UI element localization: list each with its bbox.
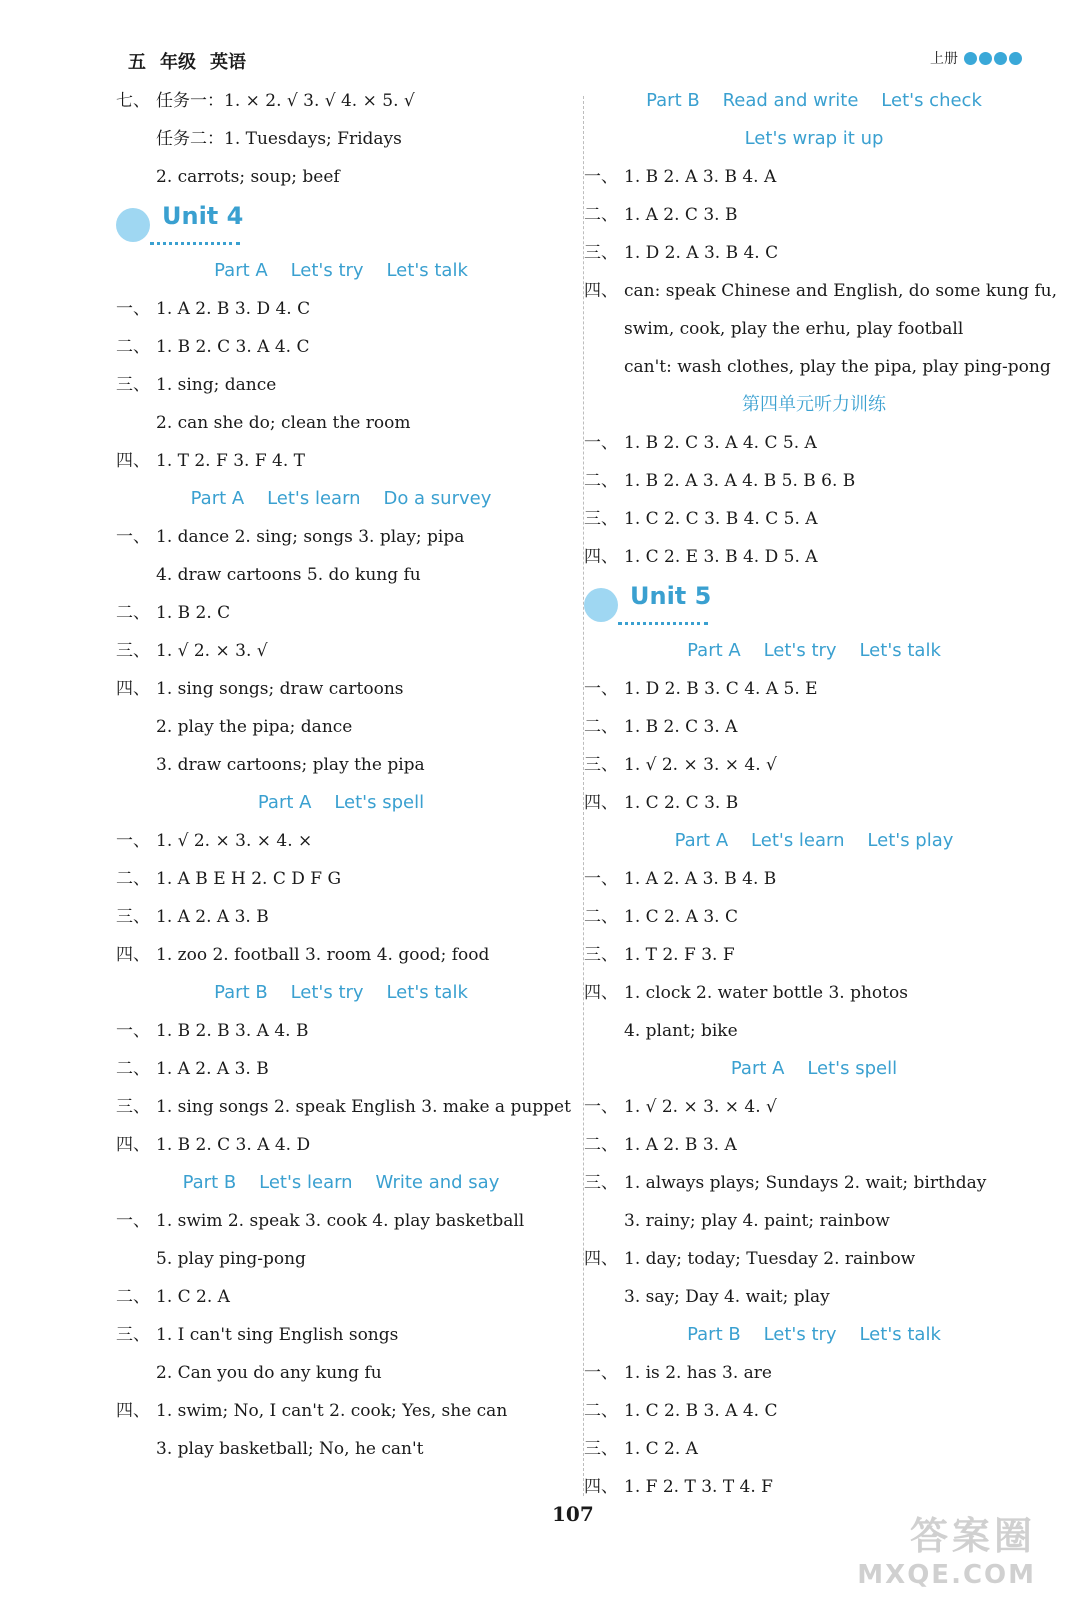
grade-label: 五: [128, 52, 146, 73]
unit-circle-icon: [584, 588, 618, 622]
unit-title: Unit 5: [630, 582, 712, 610]
answer-text: 2. Can you do any kung fu: [156, 1363, 382, 1383]
answer-line: [584, 348, 1051, 386]
question-number: 二、: [584, 717, 618, 737]
answer-text: 任务二：1. Tuesdays; Fridays: [156, 129, 402, 149]
section-heading: Part A Let's try Let's talk: [687, 640, 941, 661]
section-heading: Part B Let's learn Write and say: [182, 1172, 500, 1193]
answer-text: 1. swim 2. speak 3. cook 4. play basketball: [156, 1211, 525, 1231]
answer-line: [116, 822, 566, 860]
answer-line: [116, 328, 566, 366]
section-heading: Part A Let's spell: [257, 792, 425, 813]
answer-text: 3. rainy; play 4. paint; rainbow: [624, 1211, 890, 1231]
answer-text: 1. A 2. B 3. A: [624, 1135, 737, 1155]
question-number: 一、: [584, 869, 618, 889]
question-number: 四、: [116, 1401, 150, 1421]
answer-text: 4. draw cartoons 5. do kung fu: [156, 565, 421, 585]
section-heading: Part B Let's try Let's talk: [687, 1324, 941, 1345]
answer-line: [584, 462, 1044, 500]
answer-text: 1. B 2. C 3. A 4. D: [156, 1135, 311, 1155]
question-number: 二、: [584, 205, 618, 225]
section-heading: Part A Let's learn Do a survey: [190, 488, 492, 509]
answer-text: 1. B 2. C: [156, 603, 231, 623]
answer-line: [584, 746, 1044, 784]
answer-line: [116, 1392, 566, 1430]
answer-text: 1. √ 2. × 3. √: [156, 641, 268, 661]
answer-line: [584, 310, 1044, 348]
answer-line: [584, 670, 1044, 708]
answer-line: [584, 1468, 1044, 1506]
answer-text: 1. T 2. F 3. F 4. T: [156, 451, 305, 471]
answer-text: 1. A 2. A 3. B: [156, 1059, 269, 1079]
answer-line: [116, 290, 566, 328]
question-number: 一、: [116, 831, 150, 851]
unit-underline: [150, 242, 240, 245]
question-number: 三、: [116, 641, 150, 661]
question-number: 一、: [116, 1211, 150, 1231]
answer-text: 1. A B E H 2. C D F G: [156, 869, 342, 889]
answer-line: [584, 500, 1044, 538]
answer-line: [584, 860, 1044, 898]
answer-text: 1. B 2. C 3. A 4. C 5. A: [624, 433, 817, 453]
question-number: 四、: [116, 679, 150, 699]
question-number: 一、: [584, 167, 618, 187]
answer-text: 1. B 2. A 3. B 4. A: [624, 167, 777, 187]
watermark-logo-text: 答案圈: [909, 1514, 1036, 1558]
answer-line: [116, 366, 566, 404]
answer-line: [584, 234, 1044, 272]
answer-text: 1. √ 2. × 3. × 4. √: [624, 755, 777, 775]
question-number: 四、: [116, 451, 150, 471]
question-number: 四、: [584, 1477, 618, 1497]
answer-line: [116, 746, 566, 784]
question-number: 四、: [116, 945, 150, 965]
page-header-left: [128, 48, 260, 74]
section-heading: Part A Let's try Let's talk: [214, 260, 468, 281]
left-column: [116, 82, 571, 1468]
answer-line: [116, 594, 566, 632]
answer-line: [116, 518, 566, 556]
answer-text: 任务一：1. × 2. √ 3. √ 4. × 5. √: [156, 91, 415, 111]
question-number: 三、: [116, 1097, 150, 1117]
page-number: 107: [552, 1502, 594, 1526]
answer-line: [584, 158, 1044, 196]
section-heading: Part A Let's spell: [730, 1058, 898, 1079]
answer-line: [584, 196, 1044, 234]
question-number: 三、: [584, 243, 618, 263]
answer-line: [584, 424, 1044, 462]
answer-line: [116, 1240, 566, 1278]
answer-line: [584, 1012, 1044, 1050]
answer-text: 1. zoo 2. football 3. room 4. good; food: [156, 945, 490, 965]
answer-line: [584, 1354, 1044, 1392]
question-number: 四、: [584, 547, 618, 567]
answer-text: can: speak Chinese and English, do some kung fu,: [624, 281, 1057, 301]
answer-line: [584, 1278, 1044, 1316]
watermark: [857, 1505, 1036, 1590]
answer-text: 2. carrots; soup; beef: [156, 167, 340, 187]
answer-text: 1. I can't sing English songs: [156, 1325, 399, 1345]
question-number: 三、: [584, 509, 618, 529]
answer-text: 1. T 2. F 3. F: [624, 945, 735, 965]
question-number: 一、: [116, 527, 150, 547]
answer-text: 1. B 2. C 3. A: [624, 717, 738, 737]
answer-line: [584, 1164, 1044, 1202]
question-number: 四、: [584, 281, 618, 301]
answer-line: [116, 158, 566, 196]
answer-text: 1. sing; dance: [156, 375, 277, 395]
question-number: 二、: [116, 603, 150, 623]
answer-line: [116, 1050, 566, 1088]
answer-line: [584, 898, 1044, 936]
question-number: 一、: [116, 299, 150, 319]
answer-text: 1. C 2. E 3. B 4. D 5. A: [624, 547, 818, 567]
answer-line: [116, 860, 566, 898]
question-number: 三、: [116, 907, 150, 927]
answer-line: [584, 272, 1057, 310]
question-number: 四、: [584, 983, 618, 1003]
answer-text: 3. draw cartoons; play the pipa: [156, 755, 425, 775]
answer-line: [584, 538, 1044, 576]
answer-text: 1. D 2. B 3. C 4. A 5. E: [624, 679, 818, 699]
question-number: 一、: [116, 1021, 150, 1041]
answer-text: 1. A 2. A 3. B: [156, 907, 269, 927]
unit-heading: [116, 196, 566, 252]
question-number: 二、: [116, 869, 150, 889]
answer-line: [116, 936, 566, 974]
answer-text: 1. C 2. B 3. A 4. C: [624, 1401, 778, 1421]
answer-line: [116, 670, 566, 708]
answer-text: 1. is 2. has 3. are: [624, 1363, 772, 1383]
answer-text: 1. A 2. A 3. B 4. B: [624, 869, 777, 889]
answer-text: 1. C 2. A: [156, 1287, 230, 1307]
answer-line: [116, 632, 566, 670]
section-heading: Part A Let's learn Let's play: [674, 830, 954, 851]
answer-text: 1. clock 2. water bottle 3. photos: [624, 983, 908, 1003]
answer-text: 1. day; today; Tuesday 2. rainbow: [624, 1249, 916, 1269]
question-number: 七、: [116, 91, 150, 111]
question-number: 一、: [584, 1363, 618, 1383]
question-number: 二、: [116, 1059, 150, 1079]
answer-text: 1. √ 2. × 3. × 4. ×: [156, 831, 313, 851]
volume-label: 上册: [930, 51, 958, 67]
subject-label: 英语: [210, 52, 246, 73]
answer-text: 1. B 2. B 3. A 4. B: [156, 1021, 309, 1041]
section-heading: 第四单元听力训练: [742, 394, 886, 415]
answer-line: [116, 708, 566, 746]
answer-line: [116, 1430, 566, 1468]
unit-underline: [618, 622, 708, 625]
answer-line: [584, 1240, 1044, 1278]
answer-text: can't: wash clothes, play the pipa, play ping-pong: [624, 357, 1051, 377]
answer-line: [116, 442, 566, 480]
answer-text: 3. say; Day 4. wait; play: [624, 1287, 830, 1307]
answer-line: [116, 1278, 566, 1316]
section-heading: Part B Read and write Let's check: [646, 90, 982, 111]
question-number: 二、: [116, 337, 150, 357]
answer-text: 1. sing songs; draw cartoons: [156, 679, 404, 699]
answer-text: 1. B 2. C 3. A 4. C: [156, 337, 310, 357]
answer-line: [116, 898, 566, 936]
answer-text: 1. A 2. C 3. B: [624, 205, 738, 225]
answer-line: [584, 1430, 1044, 1468]
question-number: 一、: [584, 433, 618, 453]
answer-line: [116, 1088, 571, 1126]
question-number: 三、: [584, 1173, 618, 1193]
answer-text: 1. dance 2. sing; songs 3. play; pipa: [156, 527, 465, 547]
answer-text: 1. C 2. A: [624, 1439, 698, 1459]
answer-text: swim, cook, play the erhu, play football: [624, 319, 964, 339]
question-number: 三、: [584, 945, 618, 965]
answer-text: 3. play basketball; No, he can't: [156, 1439, 424, 1459]
question-number: 三、: [584, 1439, 618, 1459]
watermark-url: MXQE.COM: [857, 1560, 1036, 1590]
answer-text: 2. play the pipa; dance: [156, 717, 353, 737]
question-number: 一、: [584, 1097, 618, 1117]
answer-text: 1. √ 2. × 3. × 4. √: [624, 1097, 777, 1117]
grade-suffix: 年级: [160, 52, 196, 73]
answer-text: 1. A 2. B 3. D 4. C: [156, 299, 311, 319]
answer-text: 4. plant; bike: [624, 1021, 738, 1041]
answer-text: 1. C 2. C 3. B 4. C 5. A: [624, 509, 818, 529]
answer-text: 1. C 2. A 3. C: [624, 907, 738, 927]
answer-line: [584, 784, 1044, 822]
answer-line: [584, 708, 1044, 746]
answer-line: [116, 120, 566, 158]
answer-text: 1. swim; No, I can't 2. cook; Yes, she can: [156, 1401, 508, 1421]
question-number: 二、: [584, 1135, 618, 1155]
answer-line: [116, 1354, 566, 1392]
question-number: 三、: [584, 755, 618, 775]
section-heading: Let's wrap it up: [744, 128, 884, 149]
answer-text: 1. D 2. A 3. B 4. C: [624, 243, 779, 263]
answer-line: [116, 556, 566, 594]
answer-line: [116, 404, 566, 442]
question-number: 二、: [584, 907, 618, 927]
question-number: 三、: [116, 1325, 150, 1345]
page-header-right: [930, 48, 1022, 68]
right-column: [584, 82, 1057, 1506]
unit-circle-icon: [116, 208, 150, 242]
question-number: 二、: [116, 1287, 150, 1307]
answer-line: [584, 1202, 1044, 1240]
question-number: 二、: [584, 471, 618, 491]
answer-line: [116, 1126, 566, 1164]
question-number: 三、: [116, 375, 150, 395]
answer-text: 1. F 2. T 3. T 4. F: [624, 1477, 773, 1497]
answer-text: 5. play ping-pong: [156, 1249, 306, 1269]
answer-text: 1. sing songs 2. speak English 3. make a puppet: [156, 1097, 571, 1117]
answer-line: [584, 1392, 1044, 1430]
answer-line: [584, 936, 1044, 974]
answer-text: 1. always plays; Sundays 2. wait; birthday: [624, 1173, 987, 1193]
question-number: 四、: [584, 793, 618, 813]
unit-title: Unit 4: [162, 202, 244, 230]
section-heading: Part B Let's try Let's talk: [214, 982, 468, 1003]
decorative-dots-icon: [964, 52, 1022, 65]
answer-line: [116, 82, 566, 120]
question-number: 二、: [584, 1401, 618, 1421]
answer-text: 1. B 2. A 3. A 4. B 5. B 6. B: [624, 471, 856, 491]
question-number: 四、: [584, 1249, 618, 1269]
answer-line: [584, 1126, 1044, 1164]
answer-text: 2. can she do; clean the room: [156, 413, 411, 433]
answer-text: 1. C 2. C 3. B: [624, 793, 739, 813]
answer-line: [116, 1012, 566, 1050]
question-number: 一、: [584, 679, 618, 699]
unit-heading: [584, 576, 1044, 632]
answer-line: [116, 1316, 566, 1354]
answer-line: [584, 974, 1044, 1012]
answer-line: [116, 1202, 566, 1240]
question-number: 四、: [116, 1135, 150, 1155]
answer-line: [584, 1088, 1044, 1126]
